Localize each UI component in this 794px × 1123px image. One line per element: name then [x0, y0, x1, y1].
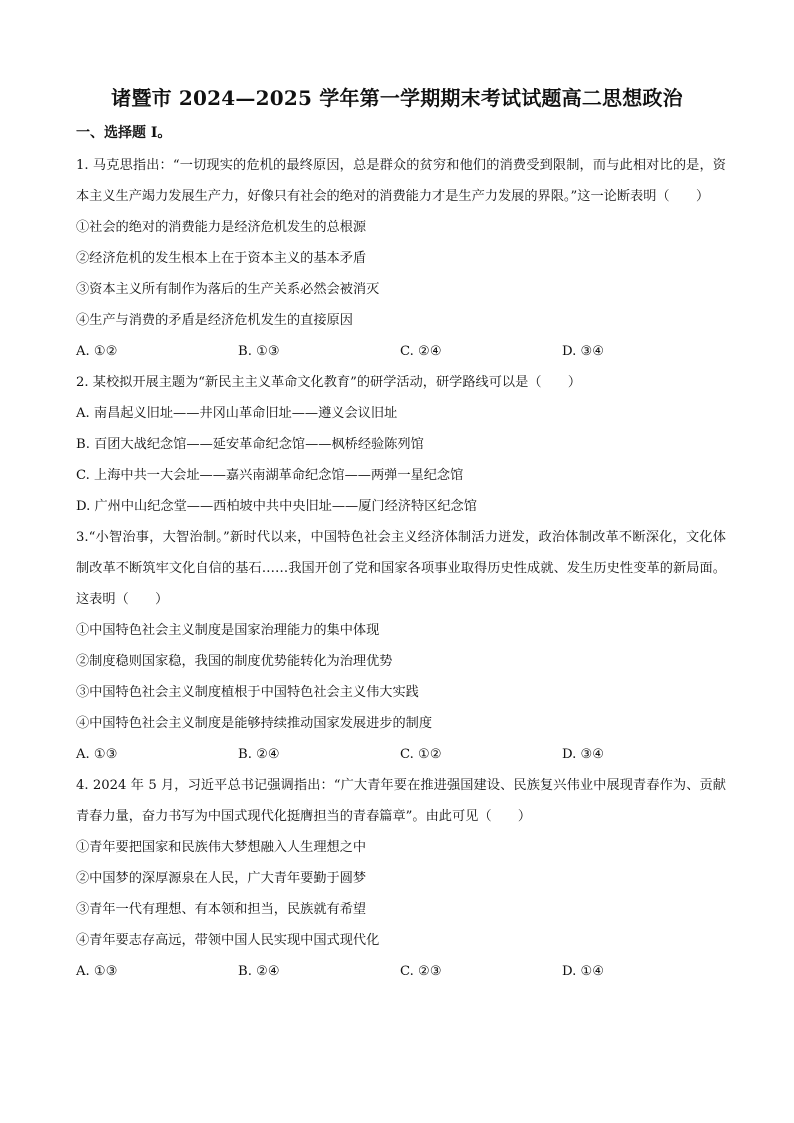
statement-option: ①社会的绝对的消费能力是经济危机发生的总根源 [76, 220, 367, 235]
choice-c: C. ①② [400, 747, 442, 762]
choice-b: B. ②④ [238, 964, 280, 979]
question-stem: 2. 某校拟开展主题为“新民主主义革命文化教育”的研学活动，研学路线可以是（ ） [76, 375, 582, 390]
statement-option: ④中国特色社会主义制度是能够持续推动国家发展进步的制度 [76, 716, 433, 731]
choice-a: A. ①③ [76, 964, 118, 979]
choice-option: C. 上海中共一大会址——嘉兴南湖革命纪念馆——两弹一星纪念馆 [76, 468, 464, 483]
question-list [76, 150, 726, 987]
choice-c: C. ②③ [400, 964, 442, 979]
section-heading: 一、选择题 I。 [76, 125, 172, 141]
question-4 [76, 770, 726, 987]
statement-option: ②制度稳则国家稳，我国的制度优势能转化为治理优势 [76, 654, 393, 669]
choice-a: A. ①③ [76, 747, 118, 762]
question-stem: 1. 马克思指出：“一切现实的危机的最终原因，总是群众的贫穷和他们的消费受到限制，而与此相对比的是，资本主义生产竭力发展生产力，好像只有社会的绝对的消费能力才是生产力发展的界限。”这一论断表明（ ） [76, 158, 726, 204]
answer-choices [76, 739, 726, 770]
question-2 [76, 367, 726, 522]
question-stem: 3.“小智治事，大智治制。”新时代以来，中国特色社会主义经济体制活力迸发，政治体制改革不断深化，文化体制改革不断筑牢文化自信的基石……我国开创了党和国家各项事业取得历史性成就、发生历史性变革的新局面。这表明（ ） [76, 530, 726, 607]
statement-option: ④青年要志存高远，带领中国人民实现中国式现代化 [76, 933, 380, 948]
choice-d: D. ①④ [562, 964, 605, 979]
statement-option: ②经济危机的发生根本上在于资本主义的基本矛盾 [76, 251, 367, 266]
choice-option: D. 广州中山纪念堂——西柏坡中共中央旧址——厦门经济特区纪念馆 [76, 499, 477, 514]
statement-option: ②中国梦的深厚源泉在人民，广大青年要勤于圆梦 [76, 871, 367, 886]
choice-c: C. ②④ [400, 344, 442, 359]
question-1 [76, 150, 726, 367]
exam-title: 诸暨市 2024—2025 学年第一学期期末考试试题高二思想政治 [111, 86, 683, 110]
choice-option: B. 百团大战纪念馆——延安革命纪念馆——枫桥经验陈列馆 [76, 437, 424, 452]
choice-option: A. 南昌起义旧址——井冈山革命旧址——遵义会议旧址 [76, 406, 398, 421]
answer-choices [76, 336, 726, 367]
question-3 [76, 522, 726, 770]
statement-option: ①青年要把国家和民族伟大梦想融入人生理想之中 [76, 840, 367, 855]
choice-d: D. ③④ [562, 344, 605, 359]
answer-choices [76, 956, 726, 987]
statement-option: ③资本主义所有制作为落后的生产关系必然会被消灭 [76, 282, 380, 297]
question-stem: 4. 2024 年 5 月，习近平总书记强调指出：“广大青年要在推进强国建设、民族复兴伟业中展现青春作为、贡献青春力量，奋力书写为中国式现代化挺膺担当的青春篇章”。由此可见（ ） [76, 778, 726, 824]
choice-d: D. ③④ [562, 747, 605, 762]
choice-a: A. ①② [76, 344, 118, 359]
choice-b: B. ②④ [238, 747, 280, 762]
choice-b: B. ①③ [238, 344, 280, 359]
statement-option: ④生产与消费的矛盾是经济危机发生的直接原因 [76, 313, 353, 328]
statement-option: ③青年一代有理想、有本领和担当，民族就有希望 [76, 902, 367, 917]
statement-option: ③中国特色社会主义制度植根于中国特色社会主义伟大实践 [76, 685, 419, 700]
statement-option: ①中国特色社会主义制度是国家治理能力的集中体现 [76, 623, 380, 638]
